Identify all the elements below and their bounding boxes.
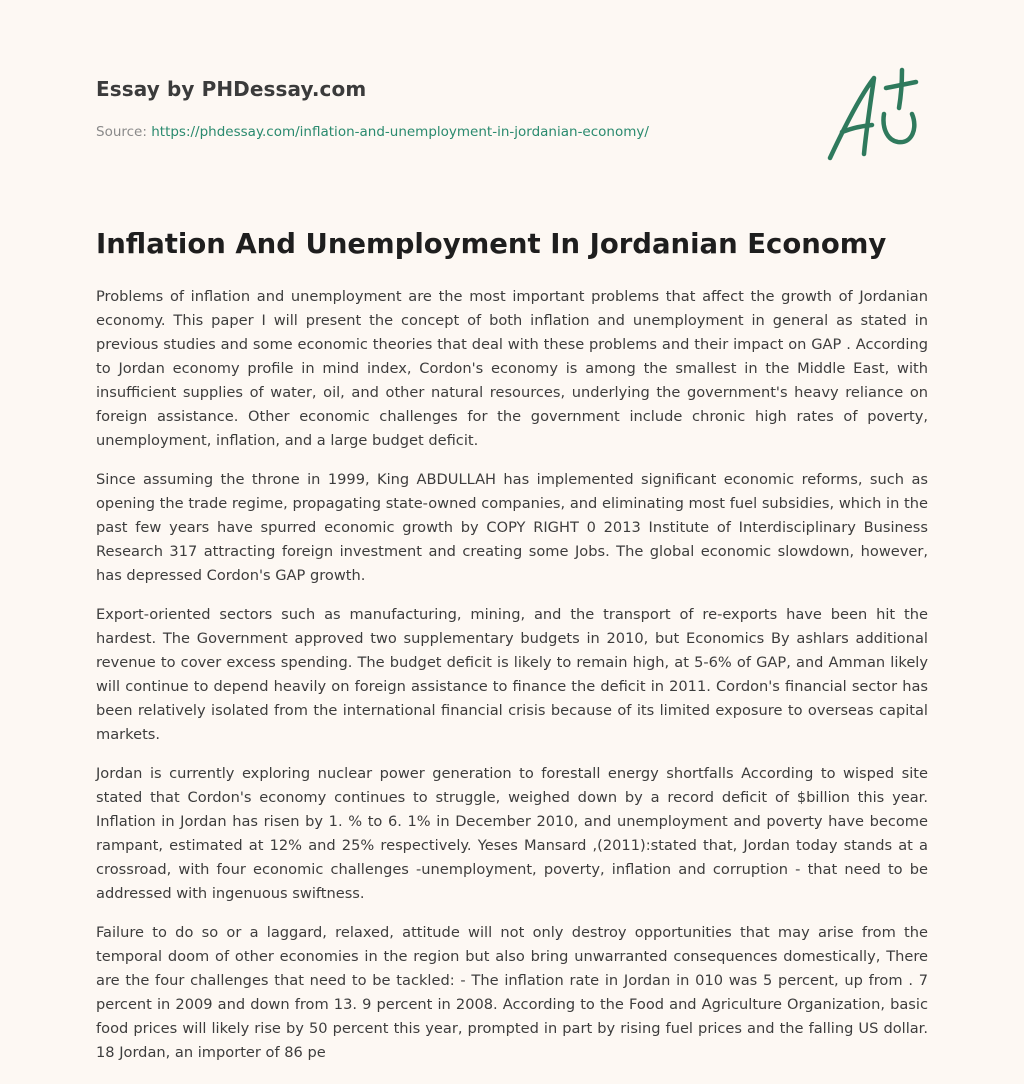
source-link[interactable]: https://phdessay.com/inflation-and-unemployment-in-jordanian-economy/	[151, 124, 649, 140]
essay-title: Inflation And Unemployment In Jordanian Economy	[96, 228, 887, 260]
a-plus-grade-icon	[822, 66, 932, 166]
site-title: Essay by PHDessay.com	[96, 77, 367, 101]
essay-body	[96, 285, 928, 1080]
essay-paragraph: Jordan is currently exploring nuclear power generation to forestall energy shortfalls According to wisped site stated that Cordon's economy continues to struggle, weighed down by a record deficit of $billion this year. Inflation in Jordan has risen by 1. % to 6. 1% in December 2010, and unemployment and poverty have become rampant, estimated at 12% and 25% respectively. Yeses Mansard ,(2011):stated that, Jordan today stands at a crossroad, with four economic challenges -unemployment, poverty, inflation and corruption - that need to be addressed with ingenuous swiftness.	[96, 765, 928, 902]
essay-paragraph: Problems of inflation and unemployment are the most important problems that affect the growth of Jordanian economy. This paper I will present the concept of both inflation and unemployment in general as stated in previous studies and some economic theories that deal with these problems and their impact on GAP . According to Jordan economy profile in mind index, Cordon's economy is among the smallest in the Middle East, with insufficient supplies of water, oil, and other natural resources, underlying the government's heavy reliance on foreign assistance. Other economic challenges for the government include chronic high rates of poverty, unemployment, inflation, and a large budget deficit.	[96, 288, 928, 449]
essay-paragraph: Since assuming the throne in 1999, King ABDULLAH has implemented significant economic reforms, such as opening the trade regime, propagating state-owned companies, and eliminating most fuel subsidies, which in the past few years have spurred economic growth by COPY RIGHT 0 2013 Institute of Interdisciplinary Business Research 317 attracting foreign investment and creating some Jobs. The global economic slowdown, however, has depressed Cordon's GAP growth.	[96, 471, 928, 584]
essay-paragraph: Failure to do so or a laggard, relaxed, attitude will not only destroy opportunities that may arise from the temporal doom of other economies in the region but also bring unwarranted consequences domestically, There are the four challenges that need to be tackled: - The inflation rate in Jordan in 010 was 5 percent, up from . 7 percent in 2009 and down from 13. 9 percent in 2008. According to the Food and Agriculture Organization, basic food prices will likely rise by 50 percent this year, prompted in part by rising fuel prices and the falling US dollar. 18 Jordan, an importer of 86 pe	[96, 924, 928, 1061]
source-line	[96, 124, 649, 140]
essay-paragraph: Export-oriented sectors such as manufacturing, mining, and the transport of re-exports have been hit the hardest. The Government approved two supplementary budgets in 2010, but Economics By ashlars additional revenue to cover excess spending. The budget deficit is likely to remain high, at 5-6% of GAP, and Amman likely will continue to depend heavily on foreign assistance to finance the deficit in 2011. Cordon's financial sector has been relatively isolated from the international financial crisis because of its limited exposure to overseas capital markets.	[96, 606, 928, 743]
source-label: Source:	[96, 124, 152, 140]
